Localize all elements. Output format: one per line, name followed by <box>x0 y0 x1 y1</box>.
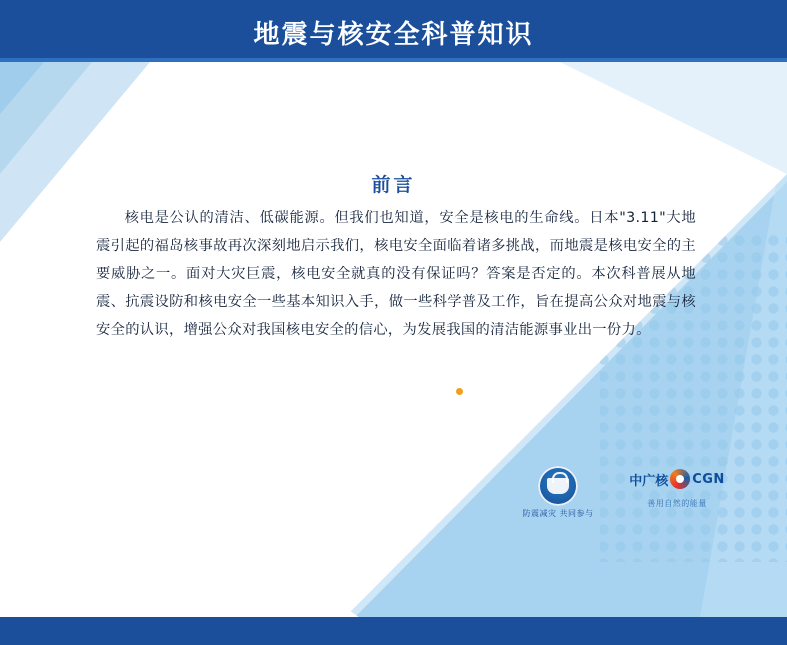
earthquake-logo-caption: 防震减灾 共同参与 <box>522 509 594 518</box>
preface-body-text: 核电是公认的清洁、低碳能源。但我们也知道，安全是核电的生命线。日本"3.11"大地震引起的福岛核事故再次深刻地启示我们，核电安全面临着诸多挑战，而地震是核电安全的主要威胁之一。面对大灾巨震，核电安全就真的没有保证吗？答案是否定的。本次科普展从地震、抗震设防和核电安全一些基本知识入手，做一些科学普及工作，旨在提高公众对地震与核安全的认识，增强公众对我国核电安全的信心，为发展我国的清洁能源事业出一份力。 <box>96 210 696 338</box>
cgn-logo-caption: 善用自然的能量 <box>647 499 707 508</box>
content-area <box>0 62 787 617</box>
earthquake-seal-icon <box>538 466 578 506</box>
page-title: 地震与核安全科普知识 <box>253 20 534 50</box>
footer-band <box>0 617 787 645</box>
header-underline <box>0 58 787 62</box>
cgn-english-name: CGN <box>692 471 725 487</box>
cgn-mark-icon <box>618 466 736 492</box>
preface-heading: 前言 <box>371 174 416 196</box>
logo-group <box>500 466 740 528</box>
earthquake-prevention-logo <box>510 466 606 519</box>
orange-dot-accent <box>456 388 463 395</box>
cgn-swirl-icon <box>670 469 690 489</box>
cgn-logo <box>618 466 736 509</box>
cgn-chinese-name: 中广核 <box>629 473 669 489</box>
header-band <box>0 0 787 58</box>
